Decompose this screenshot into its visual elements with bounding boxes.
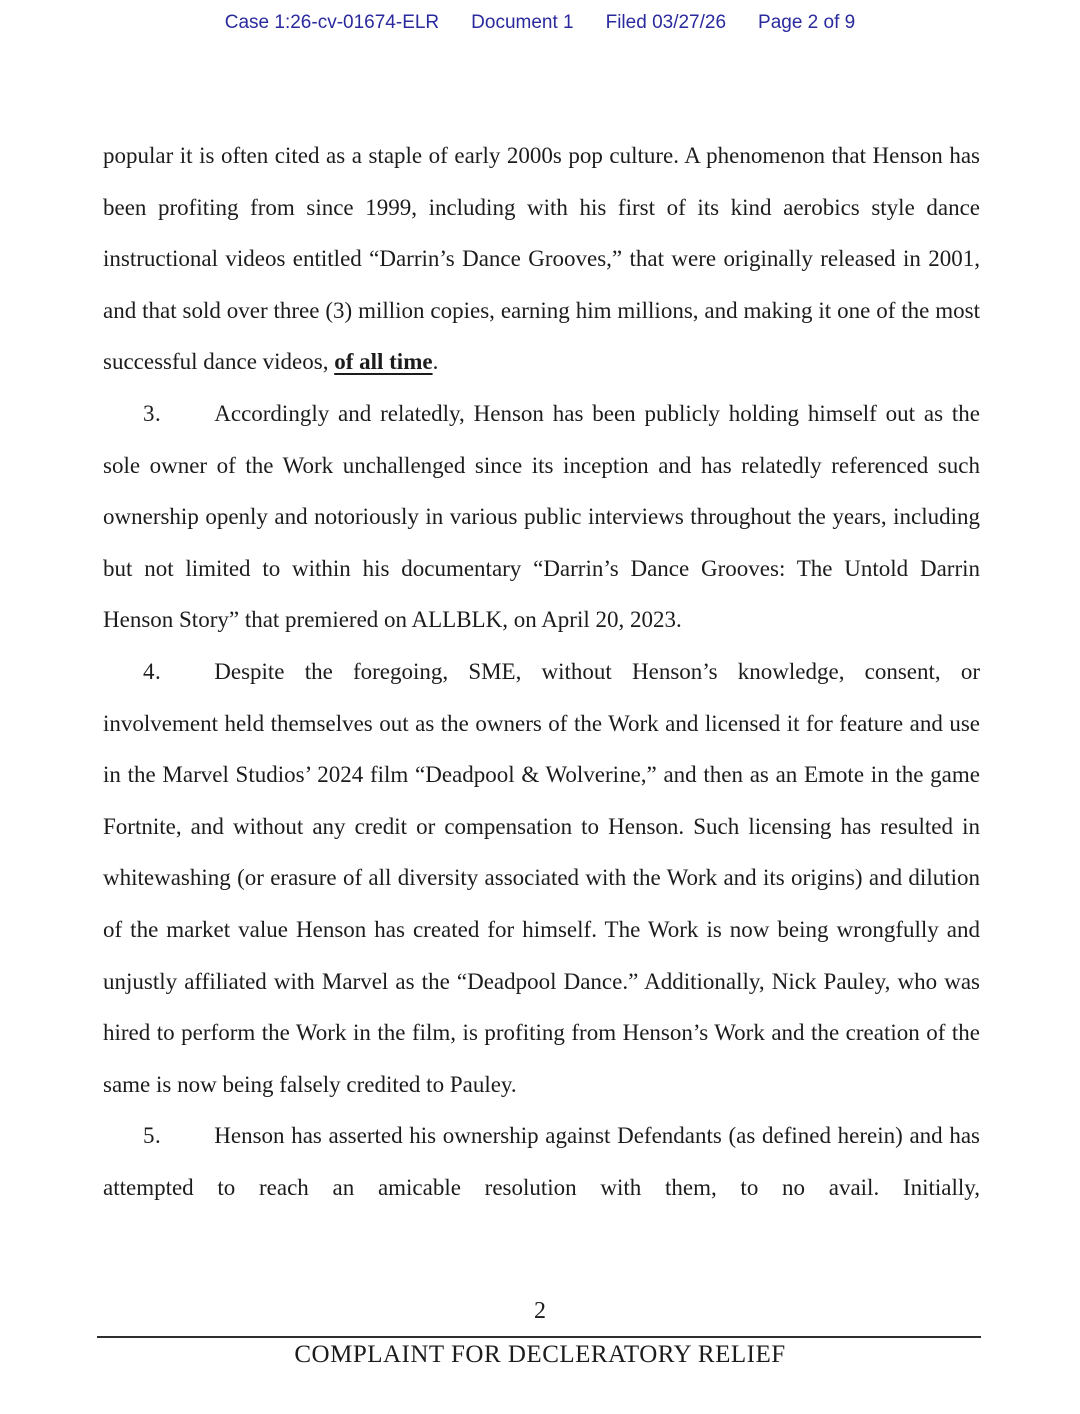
paragraph-number: 5. <box>143 1123 162 1149</box>
footer-title: COMPLAINT FOR DECLERATORY RELIEF <box>294 1341 786 1368</box>
paragraph-text: popular it is often cited as a staple of early 2000s pop culture. A phenomenon that Henson has been profiting from since 1999, including with his first of its kind aerobics style dance instructional videos entitled “Darrin’s Dance Grooves,” that were originally released in 2001, and that sold over three (3) million copies, earning him millions, and making it one of the most successful dance videos, <box>103 143 980 375</box>
paragraph-text: Henson has asserted his ownership against Defendants (as defined herein) and has attempted to reach an amicable resolution with them, to no avail. Initially, <box>103 1123 980 1200</box>
case-number: Case 1:26-cv-01674-ELR <box>224 12 440 33</box>
paragraph-5 <box>103 1110 980 1213</box>
paragraph-4 <box>103 646 980 1110</box>
page-indicator: Page 2 of 9 <box>758 12 856 33</box>
paragraph-number: 4. <box>143 658 162 684</box>
filed-date: Filed 03/27/26 <box>605 12 727 33</box>
paragraph-2-continuation <box>103 130 980 388</box>
paragraph-suffix: . <box>432 349 439 375</box>
emphasized-text: of all time <box>334 349 433 375</box>
paragraph-number: 3. <box>143 400 162 426</box>
document-number: Document 1 <box>471 12 574 33</box>
case-header <box>0 12 1080 34</box>
paragraph-text: Despite the foregoing, SME, without Henson’s knowledge, consent, or involvement held themselves out as the owners of the Work and licensed it for feature and use in the Marvel Studios’ 2024 film “Deadpool & Wolverine,” and then as an Emote in the game Fortnite, and without any credit or compensation to Henson. Such licensing has resulted in whitewashing (or erasure of all diversity associated with the Work and its origins) and dilution of the market value Henson has created for himself. The Work is now being wrongfully and unjustly affiliated with Marvel as the “Deadpool Dance.” Additionally, Nick Pauley, who was hired to perform the Work in the film, is profiting from Henson’s Work and the creation of the same is now being falsely credited to Pauley. <box>103 658 980 1097</box>
page-number: 2 <box>534 1298 546 1324</box>
paragraph-3 <box>103 388 980 646</box>
paragraph-text: Accordingly and relatedly, Henson has been publicly holding himself out as the sole owner of the Work unchallenged since its inception and has relatedly referenced such ownership openly and notoriously in various public interviews throughout the years, including but not limited to within his documentary “Darrin’s Dance Grooves: The Untold Darrin Henson Story” that premiered on ALLBLK, on April 20, 2023. <box>103 400 980 633</box>
document-body <box>103 130 980 1213</box>
footer-divider <box>97 1336 981 1338</box>
